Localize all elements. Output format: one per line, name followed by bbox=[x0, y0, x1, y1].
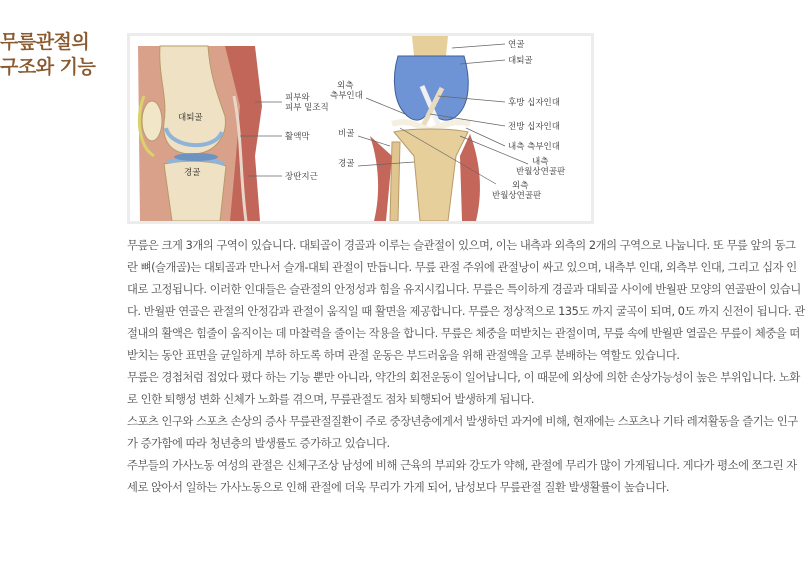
knee-anatomy-illustration bbox=[130, 36, 591, 221]
acl-label: 전방 십자인대 bbox=[508, 122, 560, 132]
synovium-label: 활액막 bbox=[285, 132, 310, 142]
skin-label: 피부와 bbox=[285, 93, 310, 103]
lateral-collateral-label-1: 외측 bbox=[337, 81, 354, 91]
paragraph-rotation: 무릎은 경첩처럼 접었다 폈다 하는 기능 뿐만 아니라, 약간의 회전운동이 일어납니다, 이 때문에 외상에 의한 손상가능성이 높은 부위입니다. 노화로 인한 퇴행성 변화 신체가 노화를 겪으며, 무릎관절도 점차 퇴행되어 발생하게 됩니다. bbox=[127, 371, 800, 406]
cartilage-label: 연골 bbox=[508, 40, 525, 50]
lateral-meniscus-label-2: 반월상연골판 bbox=[492, 191, 542, 201]
mcl-label: 내측 측부인대 bbox=[508, 142, 560, 152]
medial-meniscus-label-1: 내측 bbox=[532, 157, 549, 167]
femur-label: 대퇴골 bbox=[508, 56, 533, 66]
lateral-collateral-label-2: 측부인대 bbox=[330, 91, 363, 101]
lateral-meniscus-label-1: 외측 bbox=[512, 181, 529, 191]
patella-bone-label: 대퇴골 bbox=[178, 113, 203, 123]
paragraph-sports: 스포츠 인구와 스포츠 손상의 증사 무릎관절질환이 주로 중장년층에게서 발생하던 과거에 비해, 현재에는 스포츠나 기타 레져활동을 즐기는 인구가 증가함에 따라 청년층의 발생률도 증가하고 있습니다. bbox=[127, 415, 798, 450]
tibia-bone-label: 경골 bbox=[184, 168, 201, 178]
page-title-line1: 무릎관절의 bbox=[0, 31, 90, 53]
description-text bbox=[127, 235, 805, 499]
pcl-label: 후방 십자인대 bbox=[508, 98, 560, 108]
paragraph-housework: 주부들의 가사노동 여성의 관절은 신체구조상 남성에 비해 근육의 부피와 강도가 약해, 관절에 무리가 많이 가게됩니다. 게다가 평소에 쪼그린 자세로 앉아서 일하는 가사노동으로 인해 관절에 더욱 무리가 가게 되어, 남성보다 무릎관절 질환 발생활률이 높습니다. bbox=[127, 459, 797, 494]
medial-meniscus-label-2: 반월상연골판 bbox=[516, 167, 566, 177]
skin-tissue-label: 피부 밑조직 bbox=[285, 103, 329, 113]
page-title bbox=[0, 30, 110, 80]
fibula-label: 비골 bbox=[338, 129, 355, 139]
knee-anatomy-figure bbox=[127, 33, 594, 224]
page-title-line2: 구조와 기능 bbox=[0, 56, 96, 78]
frontal-knee-illustration bbox=[330, 36, 566, 221]
tibia-label: 경골 bbox=[338, 159, 355, 169]
paragraph-structure: 무릎은 크게 3개의 구역이 있습니다. 대퇴골이 경골과 이루는 슬관절이 있으며, 이는 내측과 외측의 2개의 구역으로 나눕니다. 또 무릎 앞의 동그란 뼈(슬개골)는 대퇴골과 만나서 슬개-대퇴 관절이 만듭니다. 무릎 관절 주위에 관절낭이 싸고 있으며, 내측부 인대, 외측부 인대, 그리고 십자 인대로 고정됩니다. 이러한 인대들은 슬관절의 안정성과 힘을 유지시킵니다. 무릎은 특이하게 경골과 대퇴골 사이에 반월판 모양의 연골판이 있습니다. 반월판 연골은 관절의 안정감과 관절이 움직일 때 활면을 제공합니다. 무릎은 정상적으로 135도 까지 굴곡이 되며, 0도 까지 신전이 됩니다. 관절내의 활액은 힘줄이 움직이는 데 마찰력을 줄이는 작용을 합니다. 무릎은 체중을 떠받치는 관절이며, 무릎 속에 반월판 열골은 무릎이 체중을 떠받치는 동안 표면을 균일하게 부하 하도록 하며 관절 운동은 부드러움을 위해 관절액을 고루 분배하는 역할도 있습니다. bbox=[127, 239, 805, 362]
gastrocnemius-label: 장딴지근 bbox=[285, 172, 318, 182]
sagittal-knee-illustration bbox=[138, 46, 329, 221]
